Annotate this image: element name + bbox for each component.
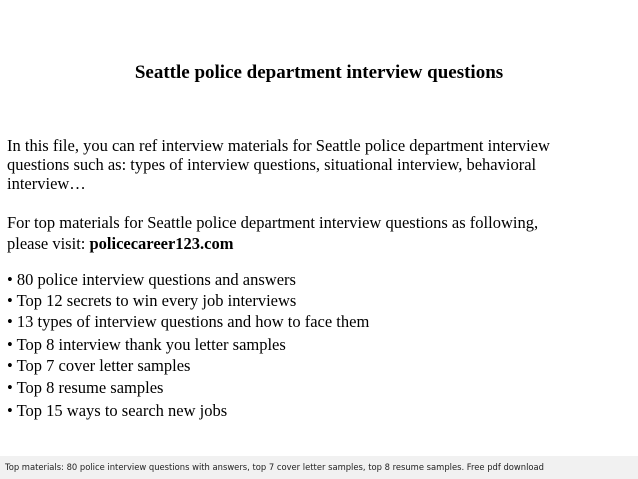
visit-paragraph	[7, 212, 631, 254]
intro-line: questions such as: types of interview questions, situational interview, behavioral	[7, 155, 537, 174]
footer-banner: Top materials: 80 police interview questions with answers, top 7 cover letter samples, top 8 resume samples. Free pdf download	[0, 456, 638, 479]
list-item: • Top 12 secrets to win every job interviews	[7, 291, 297, 310]
intro-line: interview…	[7, 174, 86, 193]
list-item: • Top 15 ways to search new jobs	[7, 401, 228, 420]
visit-line	[7, 233, 631, 254]
intro-line: In this file, you can ref interview materials for Seattle police department interview	[7, 136, 550, 155]
visit-line: For top materials for Seattle police department interview questions as following,	[7, 213, 539, 232]
list-item: • Top 7 cover letter samples	[7, 356, 191, 375]
list-item: • Top 8 resume samples	[7, 378, 164, 397]
intro-paragraph	[7, 136, 631, 193]
list-item: • 80 police interview questions and answers	[7, 270, 296, 289]
website-link[interactable]: policecareer123.com	[89, 234, 234, 253]
list-item: • 13 types of interview questions and how to face them	[7, 312, 370, 331]
page-title: Seattle police department interview questions	[134, 62, 504, 83]
visit-prefix: please visit:	[7, 234, 90, 253]
list-item: • Top 8 interview thank you letter samples	[7, 335, 286, 354]
